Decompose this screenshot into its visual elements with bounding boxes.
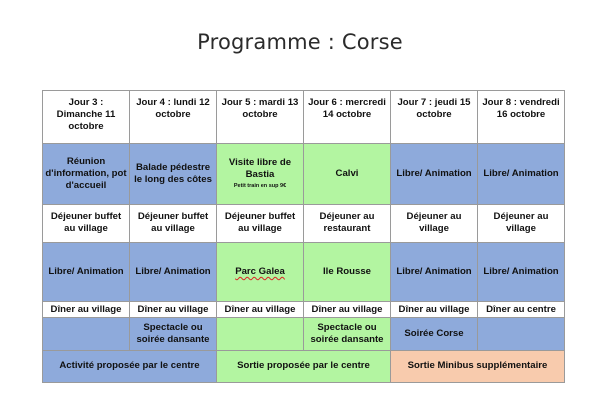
legend-row — [43, 350, 565, 382]
activity-cell: Libre/ Animation — [391, 143, 478, 205]
activity-note: Petit train en sup 9€ — [233, 183, 287, 190]
meal-cell: Dîner au village — [217, 302, 304, 318]
activity-cell: Libre/ Animation — [130, 242, 217, 302]
evening-row — [43, 318, 565, 350]
legend-centre: Activité proposée par le centre — [43, 350, 217, 382]
activity-cell: Libre/ Animation — [478, 143, 565, 205]
afternoon-row — [43, 242, 565, 302]
activity-cell: Libre/ Animation — [478, 242, 565, 302]
activity-cell: Balade pédestre le long des côtes — [130, 143, 217, 205]
dinner-row — [43, 302, 565, 318]
meal-cell: Dîner au village — [304, 302, 391, 318]
day-header: Jour 5 : mardi 13 octobre — [217, 91, 304, 144]
page-title: Programme : Corse — [197, 30, 403, 54]
day-header: Jour 7 : jeudi 15 octobre — [391, 91, 478, 144]
activity-cell — [217, 143, 304, 205]
activity-cell: Ile Rousse — [304, 242, 391, 302]
meal-cell: Dîner au centre — [478, 302, 565, 318]
activity-cell: Libre/ Animation — [391, 242, 478, 302]
activity-label: Visite libre de Bastia — [228, 157, 292, 181]
activity-cell — [217, 242, 304, 302]
evening-cell: Spectacle ou soirée dansante — [304, 318, 391, 350]
meal-cell: Dîner au village — [130, 302, 217, 318]
meal-cell: Déjeuner au village — [478, 205, 565, 242]
meal-cell: Déjeuner au restaurant — [304, 205, 391, 242]
meal-cell: Déjeuner buffet au village — [130, 205, 217, 242]
day-header: Jour 3 : Dimanche 11 octobre — [43, 91, 130, 144]
legend-sortie: Sortie proposée par le centre — [217, 350, 391, 382]
evening-cell: Soirée Corse — [391, 318, 478, 350]
morning-row — [43, 143, 565, 205]
header-row — [43, 91, 565, 144]
meal-cell: Dîner au village — [391, 302, 478, 318]
activity-cell: Calvi — [304, 143, 391, 205]
programme-table — [42, 90, 565, 383]
evening-cell — [217, 318, 304, 350]
activity-cell: Réunion d'information, pot d'accueil — [43, 143, 130, 205]
activity-label: Parc Galea — [235, 265, 285, 277]
lunch-row — [43, 205, 565, 242]
evening-cell: Spectacle ou soirée dansante — [130, 318, 217, 350]
legend-minibus: Sortie Minibus supplémentaire — [391, 350, 565, 382]
meal-cell: Déjeuner buffet au village — [217, 205, 304, 242]
meal-cell: Dîner au village — [43, 302, 130, 318]
activity-cell: Libre/ Animation — [43, 242, 130, 302]
day-header: Jour 8 : vendredi 16 octobre — [478, 91, 565, 144]
meal-cell: Déjeuner au village — [391, 205, 478, 242]
day-header: Jour 6 : mercredi 14 octobre — [304, 91, 391, 144]
evening-cell — [43, 318, 130, 350]
meal-cell: Déjeuner buffet au village — [43, 205, 130, 242]
evening-cell — [478, 318, 565, 350]
day-header: Jour 4 : lundi 12 octobre — [130, 91, 217, 144]
